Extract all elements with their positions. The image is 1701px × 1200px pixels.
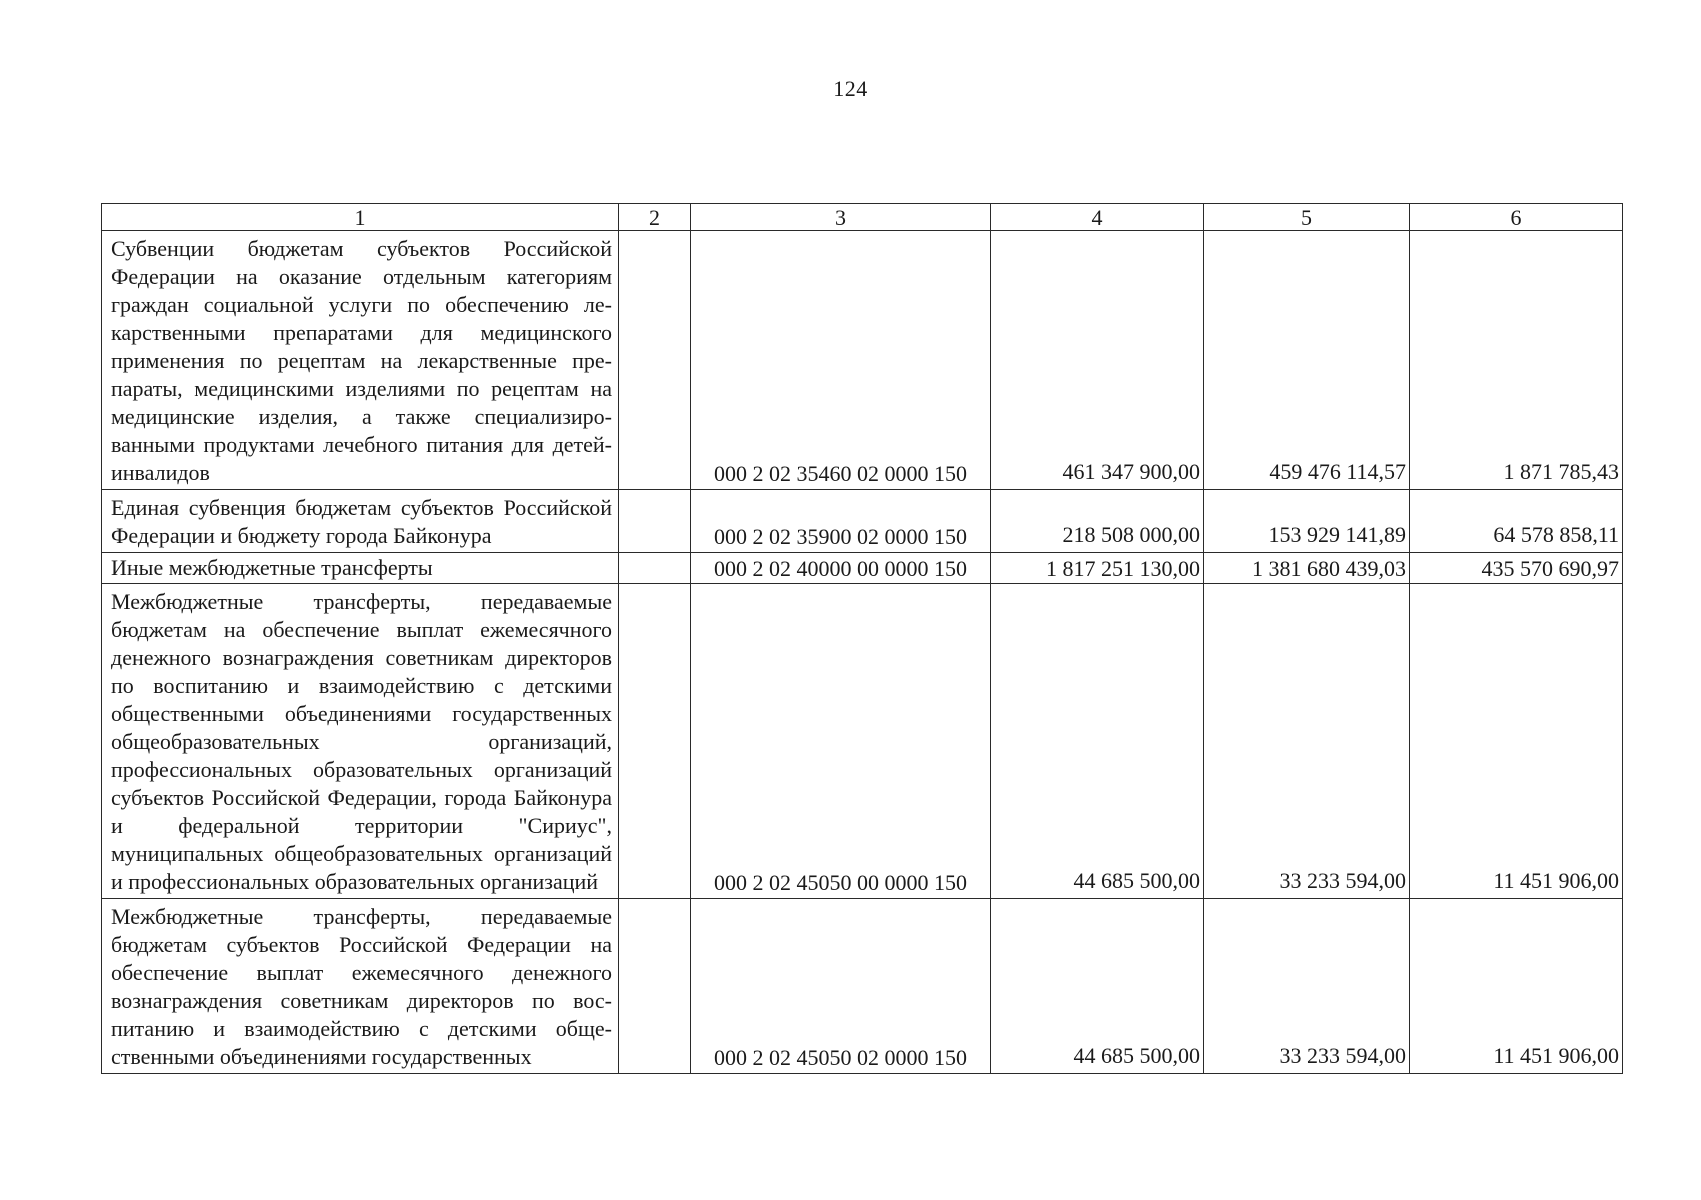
table-body <box>102 231 1623 1074</box>
header-row <box>102 204 1623 231</box>
row-col2 <box>619 584 691 899</box>
column-header-4: 4 <box>991 204 1204 231</box>
row-col6: 435 570 690,97 <box>1410 553 1623 584</box>
row-description: Межбюджетные трансферты, передаваемые бюджетам на обеспечение выплат ежемесячного денежного вознаграждения советникам директоров по воспитанию и взаимодействию с детскими общественными объединениями государственных общеобразовательных организаций, профессиональных образовательных организаций субъектов Российской Федерации, города Байконура и федеральной территории "Сириус", муниципальных общеобразовательных организаций и профессиональных образовательных организаций <box>102 584 619 899</box>
column-header-2: 2 <box>619 204 691 231</box>
row-description: Субвенции бюджетам субъектов Российской Федерации на оказание отдельным категориям граждан социальной услуги по обеспечению лекарственными препаратами для медицинского применения по рецептам на лекарственные препараты, медицинскими изделиями по рецептам на медицинские изделия, а также специализированными продуктами лечебного питания для детей-инвалидов <box>102 231 619 490</box>
row-col4: 218 508 000,00 <box>991 490 1204 553</box>
row-col5: 153 929 141,89 <box>1204 490 1410 553</box>
row-col2 <box>619 231 691 490</box>
table-row <box>102 584 1623 899</box>
row-col2 <box>619 490 691 553</box>
budget-table-container <box>101 203 1622 1074</box>
row-code: 000 2 02 45050 02 0000 150 <box>691 899 991 1074</box>
column-header-3: 3 <box>691 204 991 231</box>
table-row <box>102 553 1623 584</box>
row-description: Межбюджетные трансферты, передаваемые бюджетам субъектов Российской Федерации на обеспечение выплат ежемесячного денежного вознаграждения советникам директоров по воспитанию и взаимодействию с детскими общественными объединениями государственных <box>102 899 619 1074</box>
table-row <box>102 231 1623 490</box>
row-description: Единая субвенция бюджетам субъектов Российской Федерации и бюджету города Байконура <box>102 490 619 553</box>
row-col5: 1 381 680 439,03 <box>1204 553 1410 584</box>
table-header <box>102 204 1623 231</box>
row-col2 <box>619 553 691 584</box>
row-description: Иные межбюджетные трансферты <box>102 553 619 584</box>
row-code: 000 2 02 35900 02 0000 150 <box>691 490 991 553</box>
row-col4: 44 685 500,00 <box>991 899 1204 1074</box>
row-col6: 11 451 906,00 <box>1410 584 1623 899</box>
row-col5: 33 233 594,00 <box>1204 584 1410 899</box>
row-code: 000 2 02 35460 02 0000 150 <box>691 231 991 490</box>
row-col5: 459 476 114,57 <box>1204 231 1410 490</box>
row-col5: 33 233 594,00 <box>1204 899 1410 1074</box>
row-col6: 1 871 785,43 <box>1410 231 1623 490</box>
row-col4: 1 817 251 130,00 <box>991 553 1204 584</box>
column-header-1: 1 <box>102 204 619 231</box>
row-col6: 64 578 858,11 <box>1410 490 1623 553</box>
column-header-6: 6 <box>1410 204 1623 231</box>
row-code: 000 2 02 45050 00 0000 150 <box>691 584 991 899</box>
row-col4: 461 347 900,00 <box>991 231 1204 490</box>
row-code: 000 2 02 40000 00 0000 150 <box>691 553 991 584</box>
page-number: 124 <box>833 76 868 101</box>
row-col4: 44 685 500,00 <box>991 584 1204 899</box>
table-row <box>102 899 1623 1074</box>
budget-table <box>101 203 1623 1074</box>
table-row <box>102 490 1623 553</box>
column-header-5: 5 <box>1204 204 1410 231</box>
row-col2 <box>619 899 691 1074</box>
row-col6: 11 451 906,00 <box>1410 899 1623 1074</box>
